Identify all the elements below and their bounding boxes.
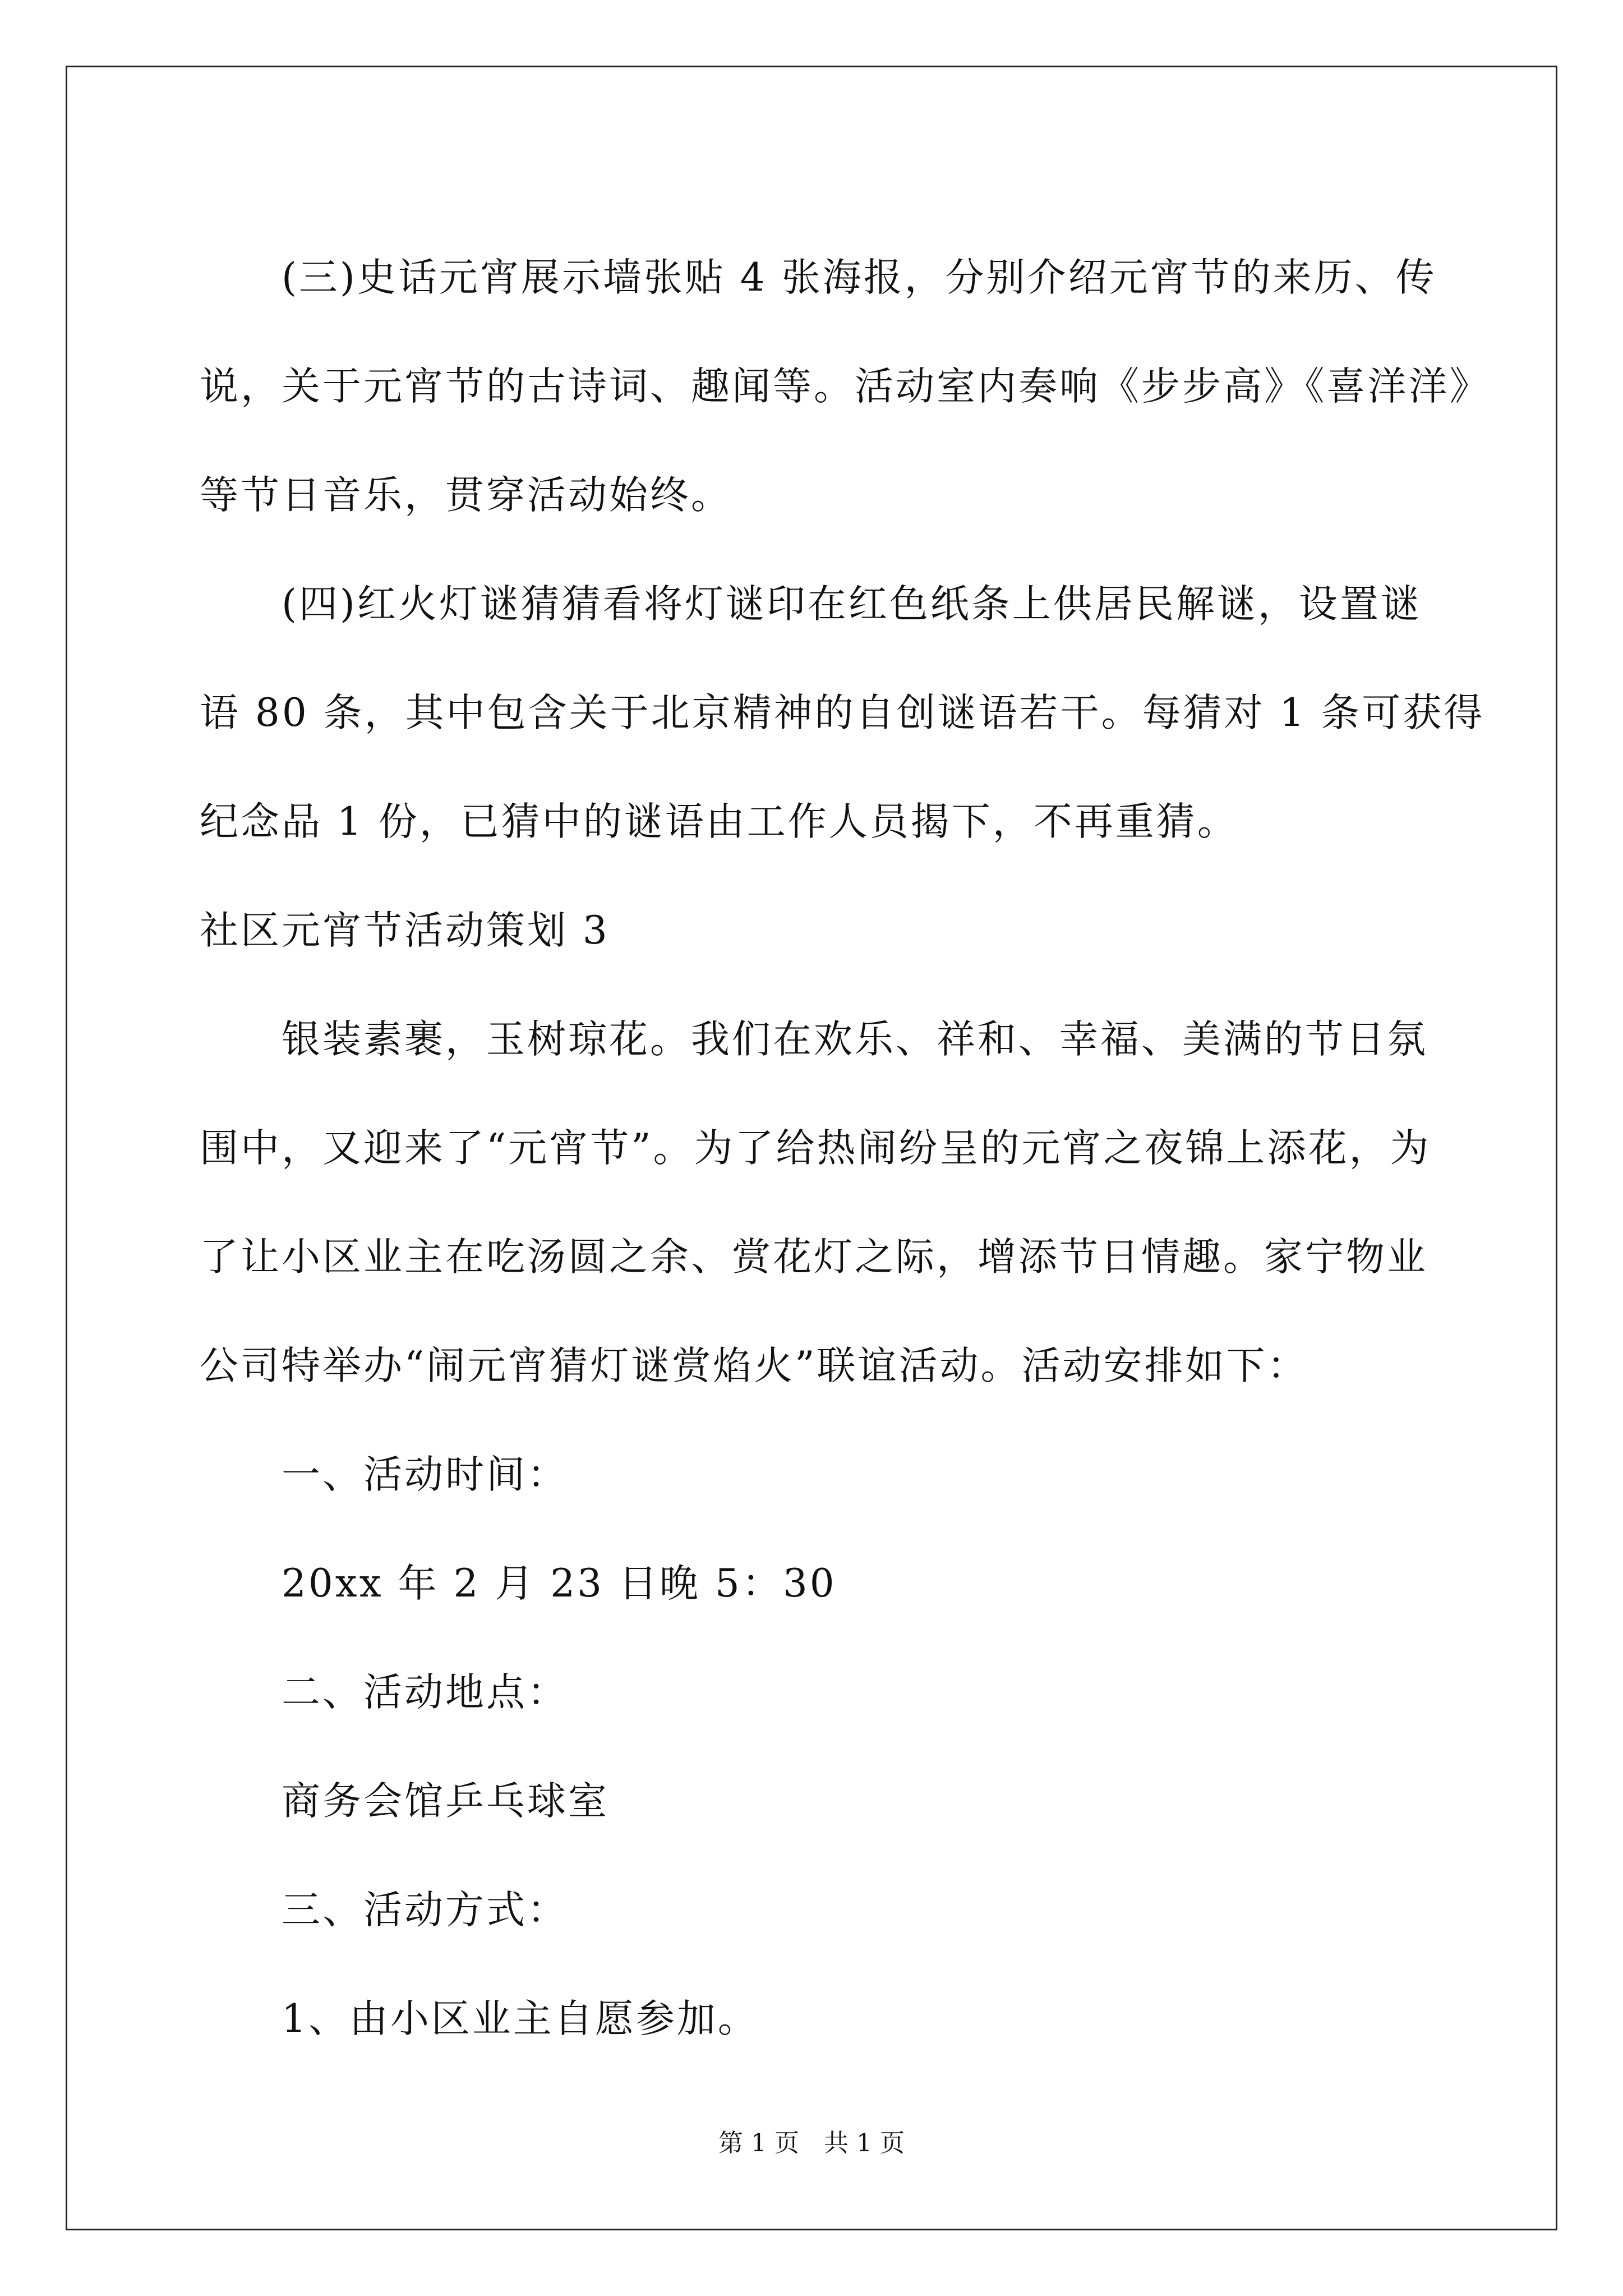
paragraph-line: (三)史话元宵展示墙张贴 4 张海报，分别介绍元宵节的来历、传 bbox=[282, 255, 1437, 300]
paragraph-line: 纪念品 1 份，已猜中的谜语由工作人员揭下，不再重猜。 bbox=[200, 799, 1238, 844]
paragraph-3 bbox=[200, 223, 1491, 550]
paragraph-line: 围中，又迎来了“元宵节”。为了给热闹纷呈的元宵之夜锦上添花，为 bbox=[200, 1126, 1431, 1171]
paragraph-line: 银装素裹，玉树琼花。我们在欢乐、祥和、幸福、美满的节日氛 bbox=[282, 1017, 1428, 1062]
document-body bbox=[200, 223, 1491, 2073]
page-footer: 第 1 页 共 1 页 bbox=[718, 2129, 905, 2157]
time-value: 20xx 年 2 月 23 日晚 5：30 bbox=[282, 1561, 837, 1606]
paragraph-line: 公司特举办“闹元宵猜灯谜赏焰火”联谊活动。活动安排如下： bbox=[200, 1343, 1308, 1388]
time-heading: 一、活动时间： bbox=[282, 1452, 568, 1497]
intro-paragraph bbox=[200, 985, 1431, 1420]
paragraph-line: 了让小区业主在吃汤圆之余、赏花灯之际，增添节日情趣。家宁物业 bbox=[200, 1235, 1428, 1280]
paragraph-4 bbox=[200, 550, 1485, 876]
place-heading: 二、活动地点： bbox=[282, 1670, 568, 1715]
section-title: 社区元宵节活动策划 3 bbox=[200, 908, 610, 953]
paragraph-line: (四)红火灯谜猜猜看将灯谜印在红色纸条上供居民解谜，设置谜 bbox=[282, 582, 1422, 627]
method-item-1: 1、由小区业主自愿参加。 bbox=[282, 1996, 759, 2041]
paragraph-line: 说，关于元宵节的古诗词、趣闻等。活动室内奏响《步步高》《喜洋洋》 bbox=[200, 364, 1491, 409]
paragraph-line: 等节日音乐，贯穿活动始终。 bbox=[200, 473, 732, 518]
place-value: 商务会馆乒乓球室 bbox=[282, 1779, 609, 1824]
paragraph-line: 语 80 条，其中包含关于北京精神的自创谜语若干。每猜对 1 条可获得 bbox=[200, 691, 1485, 735]
method-heading: 三、活动方式： bbox=[282, 1888, 568, 1932]
